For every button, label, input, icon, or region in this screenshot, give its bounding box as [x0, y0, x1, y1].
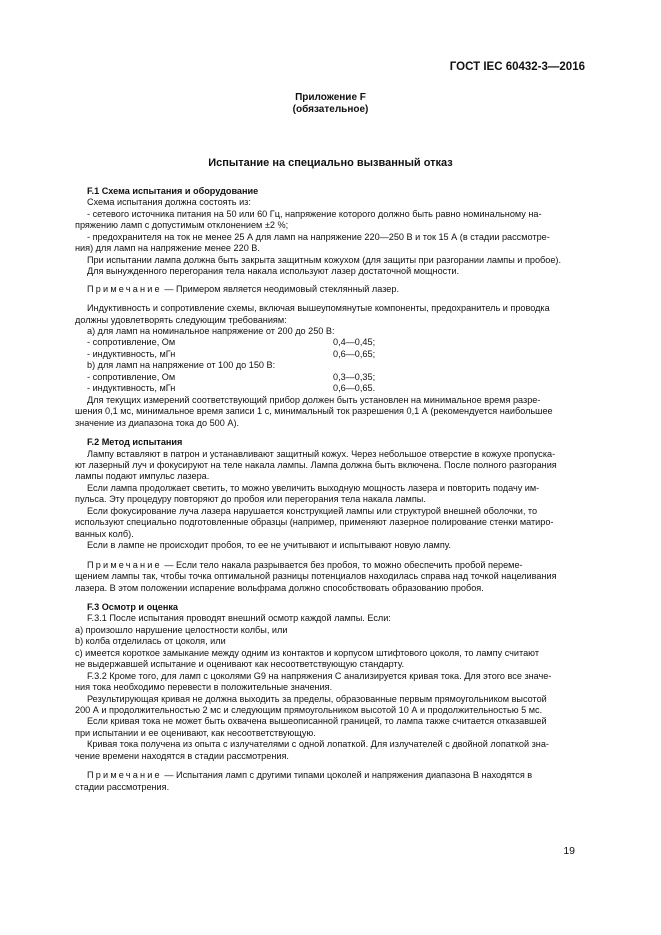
note-text: — Примером является неодимовый стеклянный лазер. [161, 283, 399, 294]
param-value: 0,3—0,35; [333, 371, 376, 382]
param-label: - индуктивность, мГн [87, 383, 176, 394]
paragraph-line: Лампу вставляют в патрон и устанавливают защитный кожух. Через небольшое отверстие в кожухе пропуска- [87, 448, 556, 459]
paragraph-line: Если лампа продолжает светить, то можно увеличить выходную мощность лазера и повторить подачу им- [87, 482, 540, 493]
note [87, 560, 585, 571]
paragraph-line: шения 0,1 мс, минимальное время записи 1 с, минимальный ток разрешения 0,1 А (рекомендуется наибольшее [75, 406, 553, 417]
param-label: - сопротивление, Ом [87, 371, 176, 382]
note-label: Примечание [87, 770, 162, 781]
note-line: щением лампы так, чтобы точка оптимальной разницы потенциалов находилась справа над точкой нацеливания [75, 571, 557, 582]
paragraph: Если в лампе не происходит пробоя, то ее не учитывают и испытывают новую лампу. [87, 540, 451, 551]
paragraph-line: Для текущих измерений соответствующий прибор должен быть установлен на минимальное время разре- [87, 394, 541, 405]
section-heading-f1: F.1 Схема испытания и оборудование [87, 186, 259, 196]
param-label: - индуктивность, мГн [87, 348, 176, 359]
param-row [87, 372, 585, 383]
paragraph-line: чение времени находятся в стадии рассмотрения. [75, 750, 289, 761]
paragraph-line: Результирующая кривая не должна выходить за пределы, образованные первым прямоугольником высотой [87, 693, 547, 704]
list-item: a) произошло нарушение целостности колбы, или [75, 624, 288, 635]
param-label: - сопротивление, Ом [87, 337, 176, 348]
paragraph-line: ния) для ламп на напряжение менее 220 В. [75, 243, 260, 254]
list-title: a) для ламп на номинальное напряжение от 200 до 250 В: [87, 325, 335, 336]
paragraph-line: лампы подают импульс лазера. [75, 471, 210, 482]
note-line: стадии рассмотрения. [75, 781, 170, 792]
section-title: Испытание на специально вызванный отказ [208, 157, 453, 169]
annex-title: Приложение F [295, 92, 366, 103]
param-value: 0,6—0,65; [333, 348, 376, 359]
param-row [87, 383, 585, 394]
paragraph-line: 200 А и продолжительностью 2 мс и следующим прямоугольником высотой 10 А и продолжительностью 5 мс. [75, 705, 543, 716]
document-code: ГОСТ IEC 60432-3—2016 [449, 61, 585, 73]
paragraph: Схема испытания должна состоять из: [87, 197, 251, 208]
note-line: лазера. В этом положении испарение вольфрама должно способствовать образованию пробоя. [75, 582, 484, 593]
paragraph-line: должны удовлетворять следующим требованиям: [75, 314, 287, 325]
paragraph-line: ванных колб). [75, 528, 134, 539]
paragraph-line: ния тока необходимо перевести в положительные значения. [75, 682, 333, 693]
paragraph-line: F.3.2 Кроме того, для ламп с цоколями G9 на напряжения С анализируется кривая тока. Для этого все значе- [87, 670, 552, 681]
paragraph-line: Кривая тока получена из опыта с излучателями с одной лопаткой. Для излучателей с двойной лопаткой зна- [87, 739, 549, 750]
paragraph: При испытании лампа должна быть закрыта защитным кожухом (для защиты при разгорании лампы и пробое). [87, 254, 561, 265]
list-item: c) имеется короткое замыкание между одним из контактов и корпусом штифтового цоколя, то лампу считают [75, 647, 539, 658]
paragraph-line: при испытании и ее оценивают, как несоответствующую. [75, 727, 316, 738]
param-row [87, 349, 585, 360]
document-body [75, 186, 585, 793]
note-label: Примечание [87, 559, 162, 570]
paragraph-line: Если кривая тока не может быть охвачена вышеописанной границей, то лампа также считается отказавшей [87, 716, 547, 727]
paragraph-line: Если фокусирование луча лазера нарушается конструкцией лампы или структурой внешней оболочки, то [87, 505, 538, 516]
list-title: b) для ламп на напряжение от 100 до 150 В: [87, 360, 276, 371]
param-value: 0,6—0,65. [333, 383, 376, 394]
paragraph-line: Индуктивность и сопротивление схемы, включая вышеупомянутые компоненты, предохранитель и проводка [87, 303, 550, 314]
paragraph: F.3.1 После испытания проводят внешний осмотр каждой лампы. Если: [87, 613, 391, 624]
param-row [87, 337, 585, 348]
note-text: — Если тело накала разрывается без пробоя, то можно обеспечить пробой переме- [161, 559, 523, 570]
note-label: Примечание [87, 283, 162, 294]
annex-status: (обязательное) [292, 104, 369, 115]
paragraph-line: - сетевого источника питания на 50 или 60 Гц, напряжение которого должно быть равно номинальному на- [87, 208, 542, 219]
paragraph-line: пряжению ламп с допустимым отклонением ±2 %; [75, 220, 289, 231]
page-number: 19 [563, 845, 575, 857]
list-item-line: не выдержавшей испытание и оценивают как несоответствующую стандарту. [75, 659, 404, 670]
note-text: — Испытания ламп с другими типами цоколей и напряжения диапазона В находятся в [161, 770, 533, 781]
section-heading-f2: F.2 Метод испытания [87, 437, 183, 448]
list-item: b) колба отделилась от цоколя, или [75, 636, 226, 647]
paragraph-line: значение из диапазона тока до 500 А). [75, 417, 240, 428]
note [87, 770, 585, 781]
paragraph-line: ют лазерный луч и фокусируют на теле накала лампы. Лампа должна быть включена. После полного разгорания [75, 459, 557, 470]
paragraph-line: используют специально подготовленные образцы (например, применяют лазерное полирование стенки матиро- [75, 517, 554, 528]
section-heading-f3: F.3 Осмотр и оценка [87, 601, 178, 612]
paragraph-line: - предохранителя на ток не менее 25 А для ламп на напряжение 220—250 В и ток 15 А (в стадии рассмотре- [87, 231, 550, 242]
note [87, 284, 585, 295]
param-value: 0,4—0,45; [333, 337, 376, 348]
paragraph: Для вынужденного перегорания тела накала используют лазер достаточной мощности. [87, 266, 460, 277]
paragraph-line: пульса. Эту процедуру повторяют до пробоя или перегорания тела накала лампы. [75, 494, 426, 505]
